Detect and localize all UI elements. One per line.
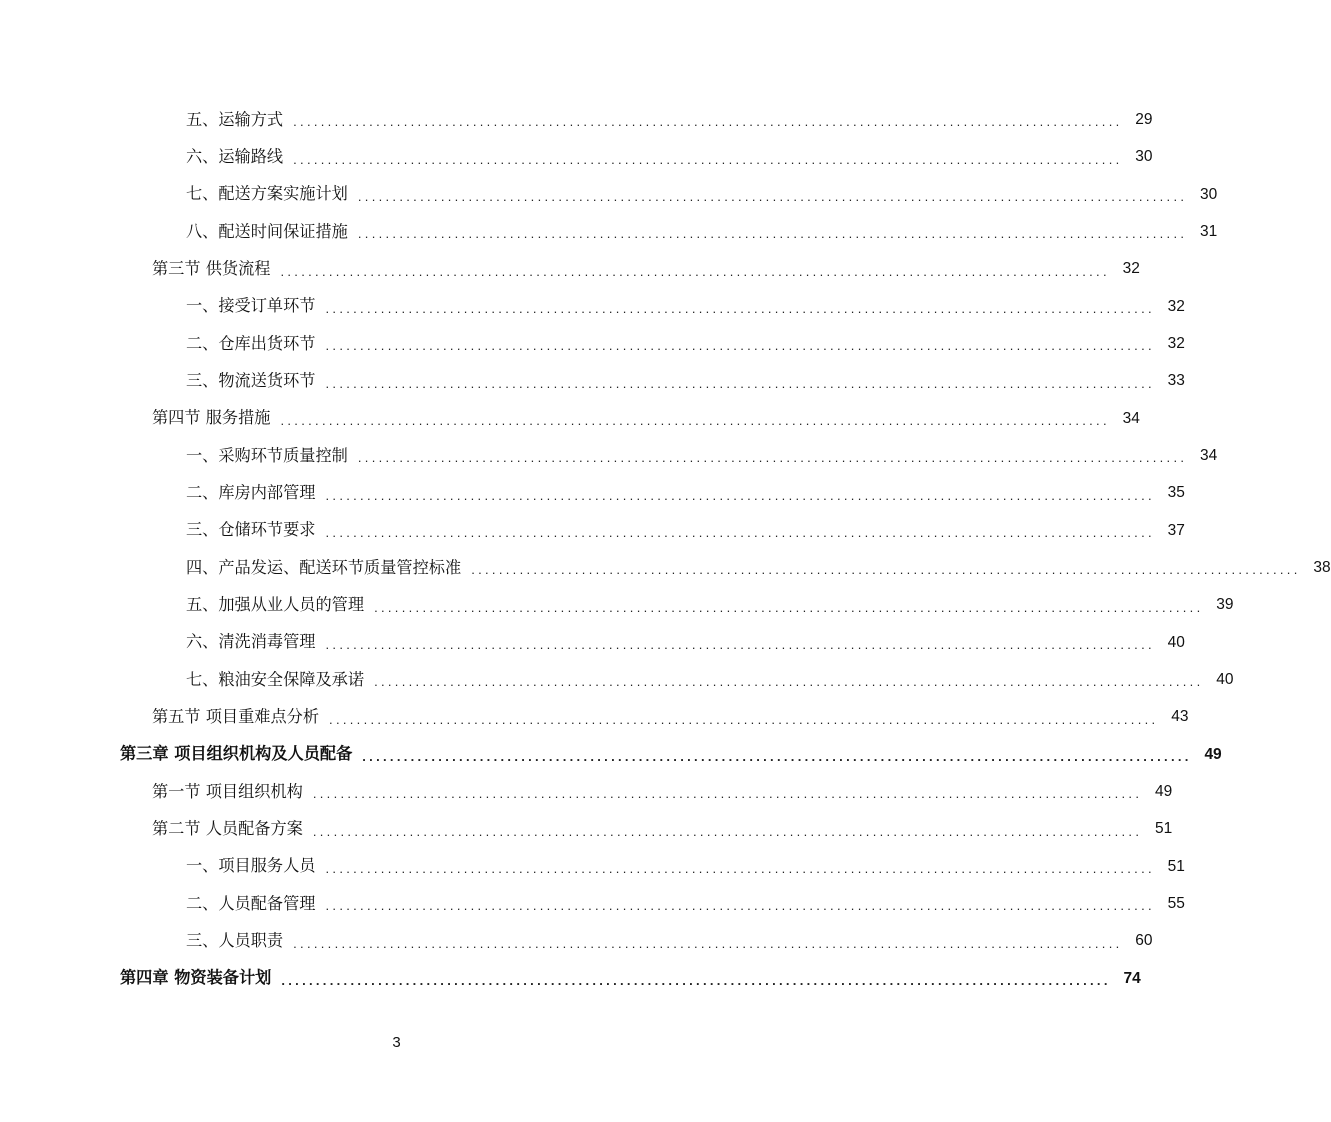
toc-dot-leader: ........................................................................................................................ [471, 562, 1301, 578]
toc-entry-page: 35 [1167, 484, 1185, 502]
toc-entry-title: 一、接受订单环节 [186, 296, 316, 316]
toc-entry-title: 四、产品发运、配送环节质量管控标准 [186, 557, 462, 577]
toc-entry-title: 第三章 项目组织机构及人员配备 [120, 744, 353, 764]
toc-entry-page: 32 [1167, 334, 1185, 352]
table-of-contents [0, 101, 1331, 997]
toc-subsection-entry[interactable] [0, 885, 1185, 922]
toc-subsection-entry[interactable] [0, 437, 1218, 474]
toc-subsection-entry[interactable] [0, 549, 1331, 586]
toc-section-entry[interactable] [0, 250, 1140, 287]
toc-subsection-entry[interactable] [0, 138, 1153, 175]
toc-section-entry[interactable] [0, 773, 1173, 810]
toc-entry-page: 60 [1135, 932, 1153, 950]
toc-entry-page: 40 [1216, 671, 1234, 689]
toc-dot-leader: ........................................................................................................................ [325, 375, 1155, 391]
toc-entry-page: 31 [1200, 222, 1218, 240]
toc-entry-title: 五、运输方式 [186, 109, 284, 129]
toc-dot-leader: ........................................................................................................................ [374, 599, 1204, 615]
toc-dot-leader: ........................................................................................................................ [325, 338, 1155, 354]
toc-entry-page: 29 [1135, 110, 1153, 128]
toc-entry-page: 38 [1313, 559, 1331, 577]
toc-subsection-entry[interactable] [0, 624, 1185, 661]
toc-entry-title: 一、项目服务人员 [186, 856, 316, 876]
toc-section-entry[interactable] [0, 400, 1140, 437]
toc-dot-leader: ........................................................................................................................ [293, 114, 1123, 130]
toc-entry-title: 第四节 服务措施 [152, 408, 271, 428]
toc-entry-page: 49 [1204, 745, 1222, 763]
toc-dot-leader: ........................................................................................................................ [312, 823, 1143, 839]
toc-subsection-entry[interactable] [0, 586, 1234, 623]
toc-entry-page: 55 [1167, 895, 1185, 913]
toc-entry-title: 五、加强从业人员的管理 [186, 595, 365, 615]
toc-dot-leader: ........................................................................................................................ [329, 711, 1159, 727]
toc-entry-title: 六、清洗消毒管理 [186, 632, 316, 652]
toc-dot-leader: ........................................................................................................................ [280, 263, 1110, 279]
toc-subsection-entry[interactable] [0, 848, 1185, 885]
toc-dot-leader: ........................................................................................................................ [325, 898, 1155, 914]
toc-entry-title: 第二节 人员配备方案 [152, 819, 303, 839]
toc-dot-leader: ........................................................................................................................ [357, 226, 1188, 242]
toc-entry-title: 二、库房内部管理 [186, 483, 316, 502]
toc-subsection-entry[interactable] [0, 213, 1218, 250]
toc-entry-title: 七、粮油安全保障及承诺 [186, 669, 365, 689]
toc-entry-title: 八、配送时间保证措施 [186, 221, 348, 241]
toc-dot-leader: ........................................................................................................................ [293, 151, 1123, 167]
toc-entry-page: 33 [1167, 372, 1185, 390]
toc-dot-leader: ........................................................................................................................ [357, 188, 1188, 204]
toc-entry-title: 第一节 项目组织机构 [152, 781, 303, 801]
toc-dot-leader: ........................................................................................................................ [362, 749, 1192, 765]
toc-entry-title: 三、人员职责 [186, 931, 284, 951]
toc-entry-page: 51 [1155, 820, 1173, 838]
toc-entry-page: 49 [1155, 783, 1173, 801]
toc-entry-page: 51 [1167, 857, 1185, 875]
toc-chapter-entry[interactable] [0, 736, 1222, 773]
toc-entry-title: 二、仓库出货环节 [186, 333, 316, 353]
toc-entry-page: 40 [1167, 633, 1185, 651]
toc-entry-page: 39 [1216, 596, 1234, 614]
toc-entry-title: 第四章 物资装备计划 [120, 968, 272, 988]
toc-subsection-entry[interactable] [0, 176, 1218, 213]
toc-dot-leader: ........................................................................................................................ [357, 450, 1188, 466]
toc-entry-page: 43 [1171, 708, 1189, 726]
toc-subsection-entry[interactable] [0, 923, 1153, 960]
toc-entry-title: 三、物流送货环节 [186, 370, 316, 390]
toc-entry-page: 37 [1167, 521, 1185, 539]
toc-entry-title: 六、运输路线 [186, 146, 284, 166]
toc-entry-page: 32 [1167, 297, 1185, 315]
toc-entry-title: 一、采购环节质量控制 [186, 445, 348, 465]
toc-dot-leader: ........................................................................................................................ [325, 487, 1155, 503]
toc-dot-leader: ........................................................................................................................ [325, 300, 1155, 316]
toc-entry-page: 34 [1122, 409, 1140, 427]
toc-dot-leader: ........................................................................................................................ [280, 412, 1110, 428]
toc-entry-page: 30 [1135, 148, 1153, 166]
toc-subsection-entry[interactable] [0, 474, 1185, 511]
toc-dot-leader: ........................................................................................................................ [293, 935, 1123, 951]
toc-dot-leader: ........................................................................................................................ [374, 674, 1204, 690]
toc-dot-leader: ........................................................................................................................ [325, 861, 1155, 877]
toc-entry-title: 七、配送方案实施计划 [186, 184, 348, 204]
toc-entry-page: 30 [1200, 185, 1218, 203]
toc-subsection-entry[interactable] [0, 101, 1153, 138]
page-number: 3 [392, 1034, 401, 1051]
toc-dot-leader: ........................................................................................................................ [312, 786, 1143, 802]
toc-subsection-entry[interactable] [0, 288, 1185, 325]
toc-dot-leader: ........................................................................................................................ [281, 973, 1111, 989]
toc-subsection-entry[interactable] [0, 362, 1185, 399]
toc-entry-title: 第三节 供货流程 [152, 258, 271, 278]
toc-dot-leader: ........................................................................................................................ [325, 636, 1155, 652]
toc-entry-page: 34 [1200, 447, 1218, 465]
toc-entry-page: 32 [1122, 260, 1140, 278]
toc-entry-title: 第五节 项目重难点分析 [152, 707, 320, 727]
toc-subsection-entry[interactable] [0, 325, 1185, 362]
toc-section-entry[interactable] [0, 699, 1189, 736]
toc-entry-title: 三、仓储环节要求 [186, 520, 316, 540]
toc-entry-title: 二、人员配备管理 [186, 893, 316, 913]
toc-entry-page: 74 [1123, 969, 1141, 987]
toc-section-entry[interactable] [0, 811, 1173, 848]
toc-subsection-entry[interactable] [0, 512, 1185, 549]
toc-subsection-entry[interactable] [0, 661, 1234, 698]
toc-chapter-entry[interactable] [0, 960, 1141, 997]
toc-dot-leader: ........................................................................................................................ [325, 524, 1155, 540]
